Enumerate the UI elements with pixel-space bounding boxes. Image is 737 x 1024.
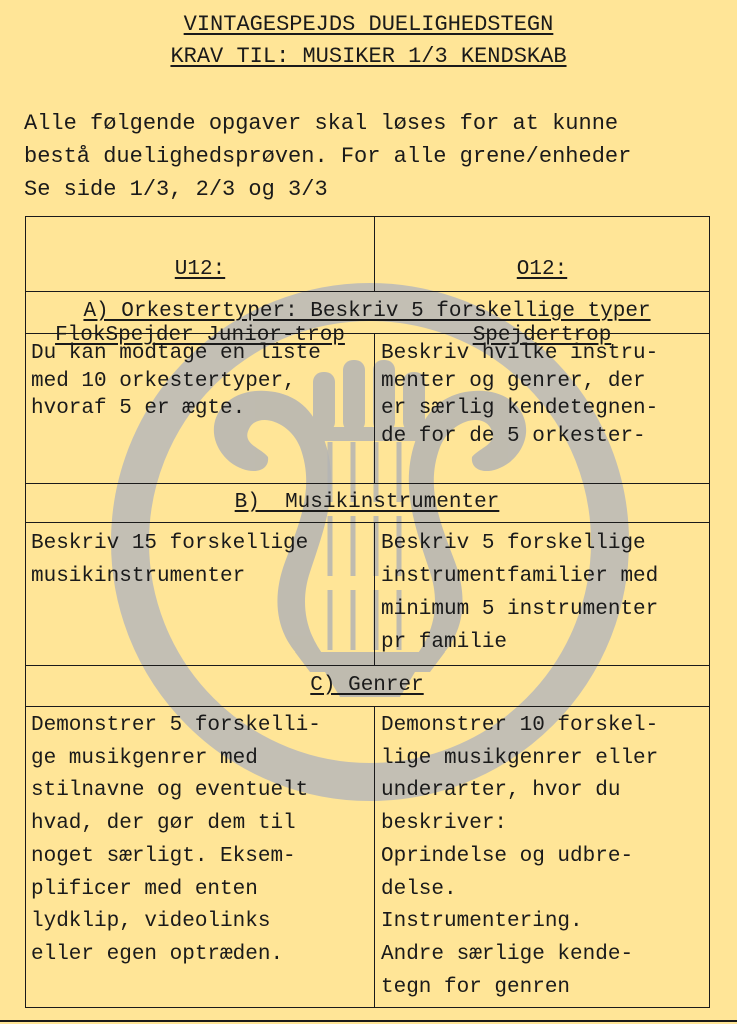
section-a-o12-cell: Beskriv hvilke instru- menter og genrer, der er særlig kendetegnen- de for de 5 orkester-	[381, 342, 659, 448]
o12-code: O12:	[516, 258, 568, 281]
section-a-heading: A) Orkestertyper: Beskriv 5 forskellige typer	[83, 300, 651, 323]
bottom-divider	[0, 1020, 737, 1022]
u12-code: U12:	[174, 258, 226, 281]
section-b-o12-cell: Beskriv 5 forskellige instrumentfamilier med minimum 5 instrumenter pr familie	[381, 532, 659, 654]
section-b-heading: B) Musikinstrumenter	[234, 491, 500, 514]
section-c-u12-cell: Demonstrer 5 forskelli- ge musikgenrer med stilnavne og eventuelt hvad, der gør dem til noget særligt. Eksem- plificer med enten lydklip, videolinks eller egen optræden.	[31, 714, 321, 966]
intro-text: Alle følgende opgaver skal løses for at kunne bestå duelighedsprøven. For alle grene/enheder Se side 1/3, 2/3 og 3/3	[24, 111, 632, 202]
section-c-heading: C) Genrer	[310, 674, 424, 697]
section-a-u12-cell: Du kan modtage en liste med 10 orkestertyper, hvoraf 5 er ægte.	[31, 342, 321, 420]
o12-name: Spejdertrop	[472, 324, 612, 347]
document-title: VINTAGESPEJDS DUELIGHEDSTEGN	[183, 12, 554, 37]
document-subtitle: KRAV TIL: MUSIKER 1/3 KENDSKAB	[170, 44, 567, 69]
section-c-o12-cell: Demonstrer 10 forskel- lige musikgenrer eller underarter, hvor du beskriver: Oprindelse og udbre- delse. Instrumentering. Andre særlige kende- tegn for genren	[381, 714, 659, 999]
u12-name: FlokSpejder Junior-trop	[55, 324, 345, 347]
section-b-u12-cell: Beskriv 15 forskellige musikinstrumenter	[31, 532, 309, 588]
